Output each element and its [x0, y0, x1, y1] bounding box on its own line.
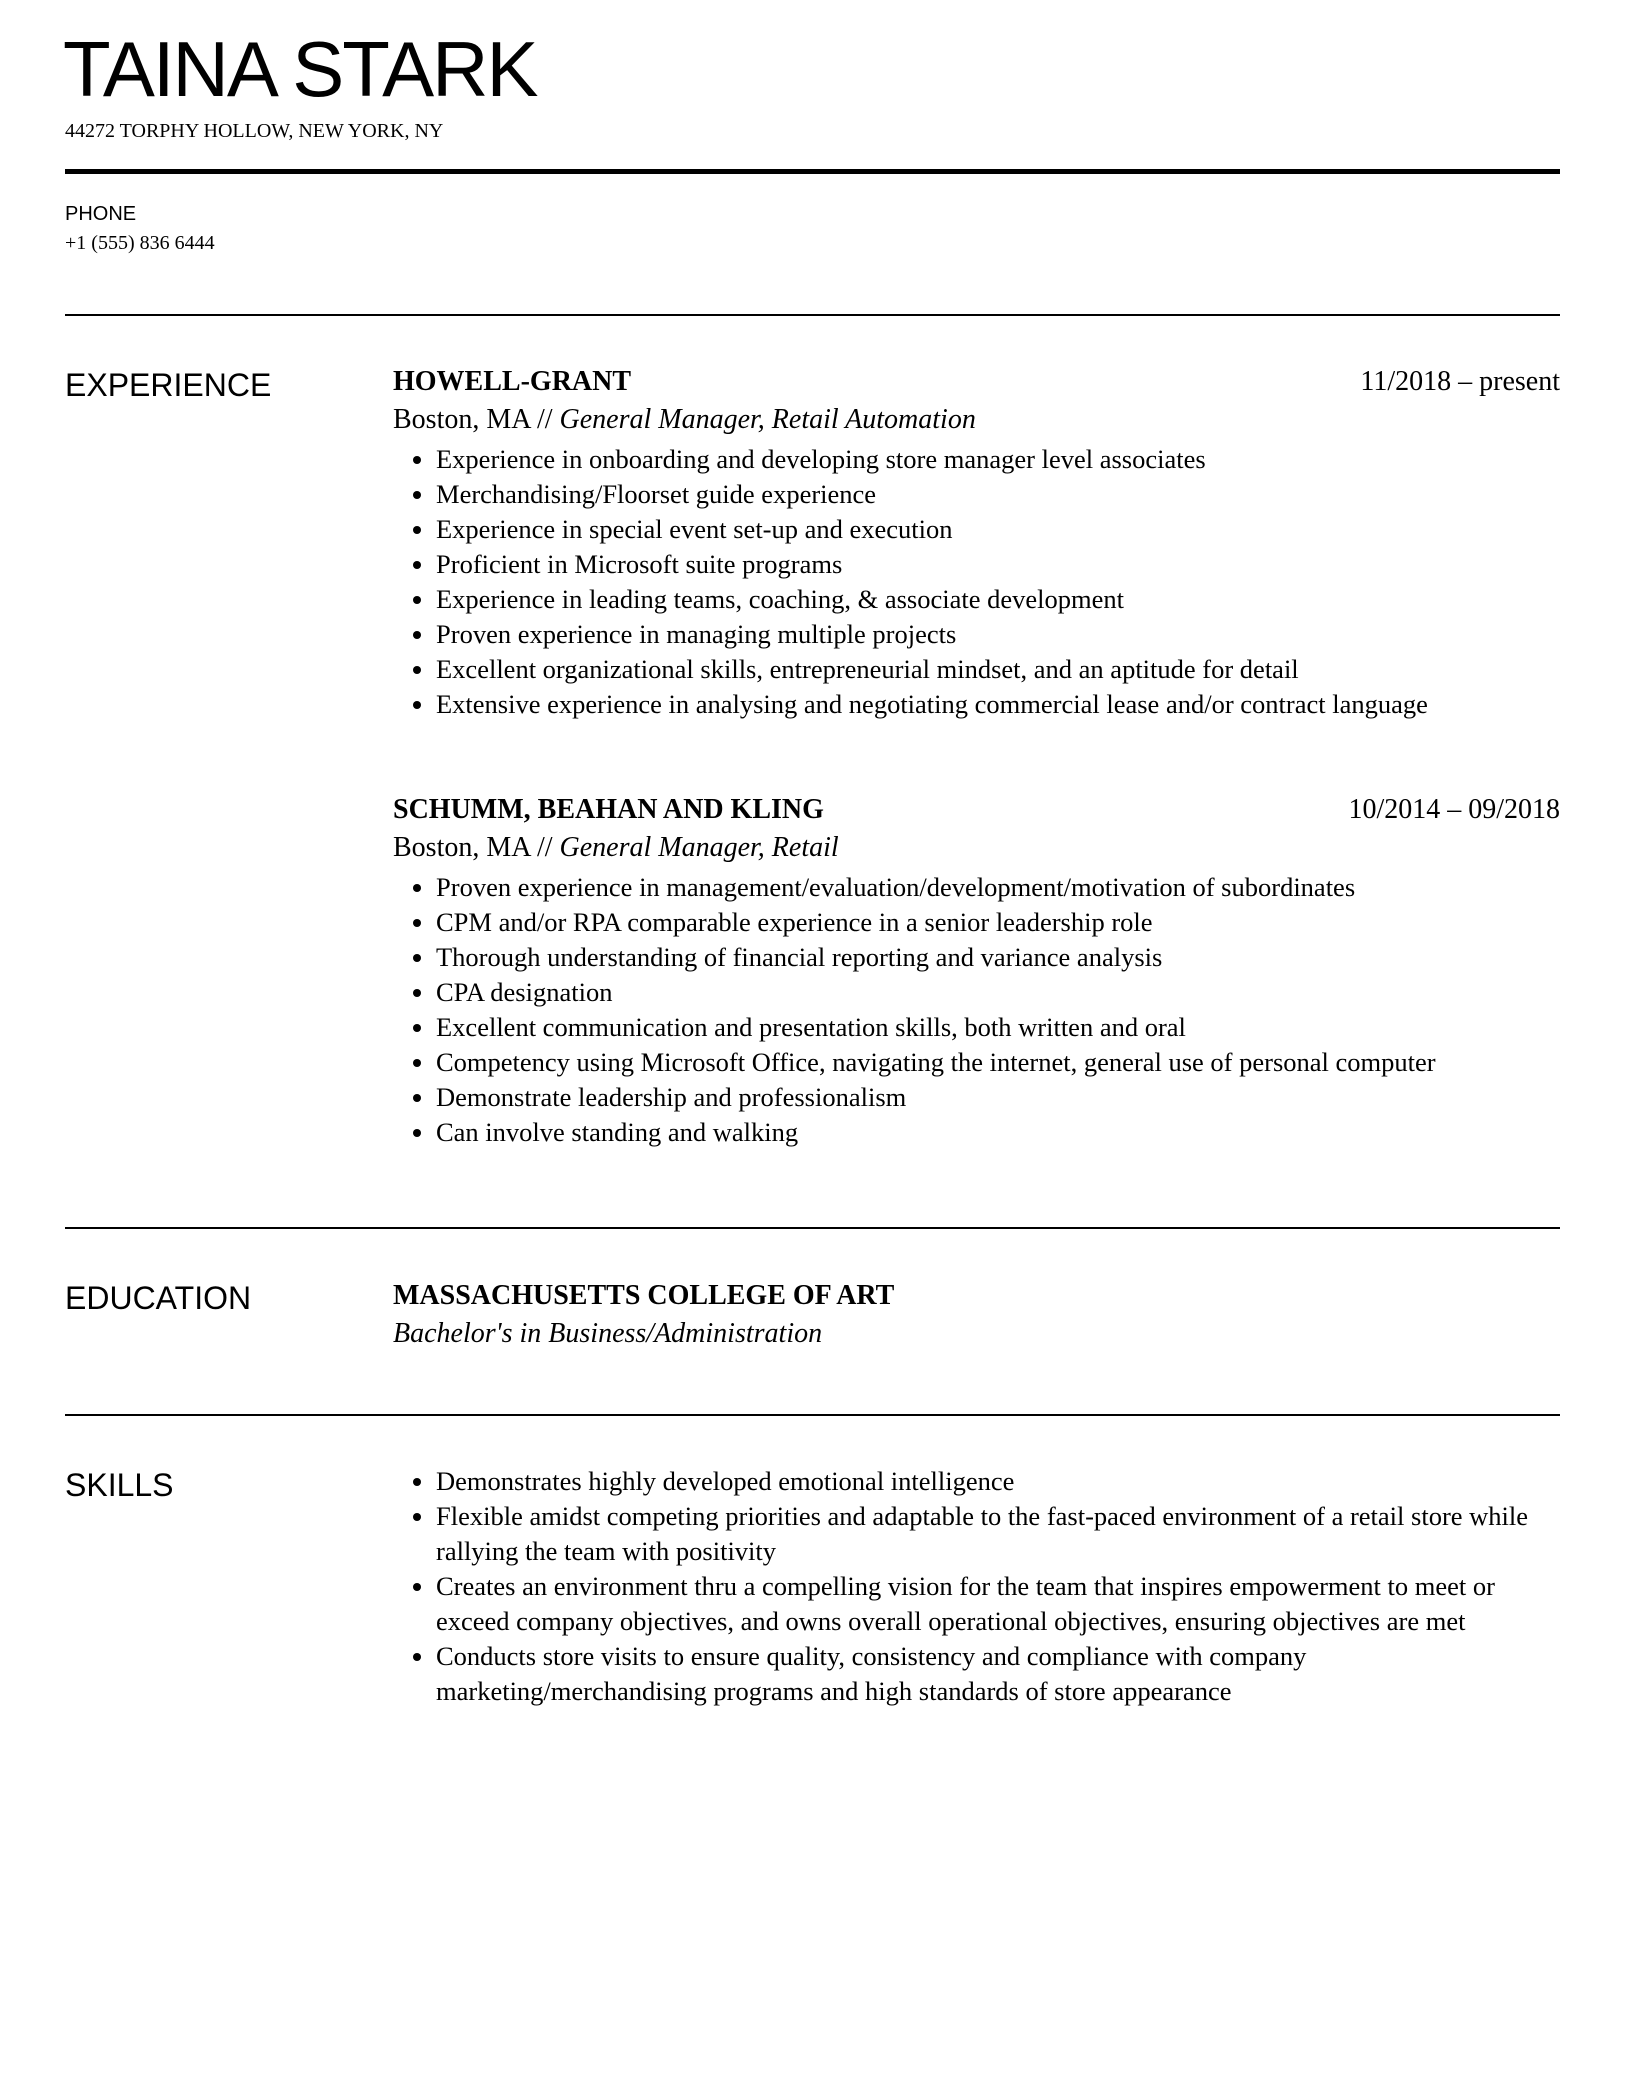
company-name: SCHUMM, BEAHAN AND KLING — [393, 794, 824, 825]
skills-list — [393, 1464, 1543, 1709]
section-title-experience: EXPERIENCE — [65, 367, 272, 403]
bullet-item: • CPM and/or RPA comparable experience in a senior leadership role — [436, 905, 1560, 940]
bullet-item: • Thorough understanding of financial reporting and variance analysis — [436, 940, 1560, 975]
bullet-item: • Proficient in Microsoft suite programs — [436, 547, 1560, 582]
section-divider — [65, 1414, 1560, 1416]
company-name: HOWELL-GRANT — [393, 366, 632, 397]
job-dates: 10/2014 – 09/2018 — [1348, 794, 1560, 825]
education-entry — [393, 1278, 1560, 1354]
bullet-item: • Proven experience in managing multiple projects — [436, 617, 1560, 652]
degree: Bachelor's in Business/Administration — [393, 1318, 823, 1349]
bullet-item: • Experience in onboarding and developing store manager level associates — [436, 442, 1560, 477]
job-title: General Manager, Retail — [559, 832, 839, 863]
section-title-education: EDUCATION — [65, 1280, 252, 1316]
bullet-item: • CPA designation — [436, 975, 1560, 1010]
job-dates: 11/2018 – present — [1360, 366, 1560, 397]
separator: // — [536, 832, 553, 863]
bullet-item: • Proven experience in management/evaluation/development/motivation of subordinates — [436, 870, 1560, 905]
bullet-item: • Competency using Microsoft Office, navigating the internet, general use of personal computer — [436, 1045, 1560, 1080]
job-bullets — [393, 870, 1560, 1150]
bullet-item: • Can involve standing and walking — [436, 1115, 1560, 1150]
bullet-item: • Extensive experience in analysing and negotiating commercial lease and/or contract language — [436, 687, 1560, 722]
school-name: MASSACHUSETTS COLLEGE OF ART — [393, 1280, 895, 1311]
section-divider — [65, 314, 1560, 316]
bullet-item: • Experience in leading teams, coaching, & associate development — [436, 582, 1560, 617]
job-bullets — [393, 442, 1560, 722]
bullet-item: • Demonstrate leadership and professionalism — [436, 1080, 1560, 1115]
job-title: General Manager, Retail Automation — [559, 404, 976, 435]
skill-item: • Conducts store visits to ensure quality, consistency and compliance with company marketing/merchandising programs and high standards of store appearance — [436, 1639, 1543, 1709]
bullet-item: • Merchandising/Floorset guide experience — [436, 477, 1560, 512]
skill-item: • Flexible amidst competing priorities and adaptable to the fast-paced environment of a retail store while rallying the team with positivity — [436, 1499, 1543, 1569]
separator: // — [536, 404, 553, 435]
skills-list-wrap — [393, 1462, 1543, 1709]
candidate-name: TAINA STARK — [63, 25, 537, 113]
bullet-item: • Experience in special event set-up and execution — [436, 512, 1560, 547]
section-divider — [65, 1227, 1560, 1229]
phone-value: +1 (555) 836 6444 — [65, 232, 215, 254]
phone-label: PHONE — [65, 203, 137, 225]
job-location: Boston, MA — [393, 404, 530, 435]
job-entry — [393, 792, 1560, 1150]
job-entry — [393, 364, 1560, 722]
skill-item: • Creates an environment thru a compelling vision for the team that inspires empowerment to meet or exceed company objectives, and owns overall operational objectives, ensuring objectives are met — [436, 1569, 1543, 1639]
address: 44272 TORPHY HOLLOW, NEW YORK, NY — [65, 120, 444, 142]
job-location: Boston, MA — [393, 832, 530, 863]
bullet-item: • Excellent communication and presentation skills, both written and oral — [436, 1010, 1560, 1045]
header-divider — [65, 169, 1560, 174]
bullet-item: • Excellent organizational skills, entrepreneurial mindset, and an aptitude for detail — [436, 652, 1560, 687]
skill-item: • Demonstrates highly developed emotional intelligence — [436, 1464, 1543, 1499]
section-title-skills: SKILLS — [65, 1467, 174, 1503]
